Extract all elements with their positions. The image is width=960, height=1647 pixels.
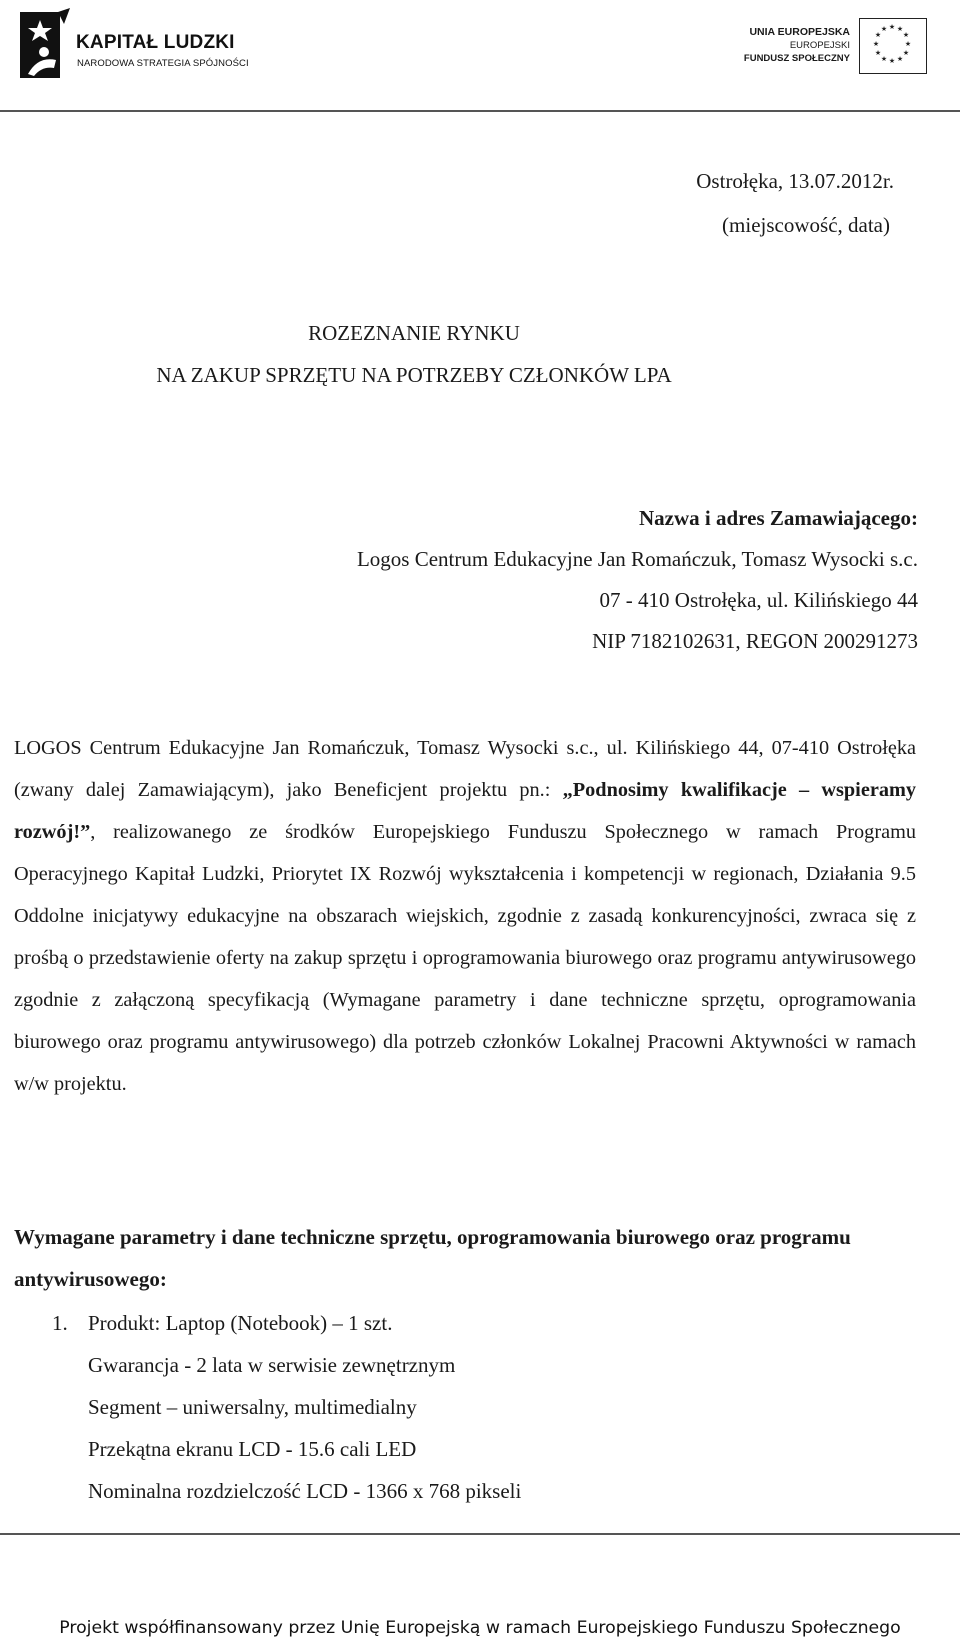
footer-divider: [0, 1533, 960, 1535]
eu-logo-line3: FUNDUSZ SPOŁECZNY: [743, 53, 850, 64]
buyer-heading: Nazwa i adres Zamawiającego:: [639, 506, 918, 530]
place-date-caption: (miejscowość, data): [722, 213, 890, 237]
svg-text:★: ★: [872, 40, 880, 48]
spec-line: Segment – uniwersalny, multimedialny: [88, 1395, 417, 1419]
eu-logo-line1: UNIA EUROPEJSKA: [749, 26, 850, 38]
requirements-heading: Wymagane parametry i dane techniczne sprzętu, oprogramowania biurowego oraz programu antywirusowego:: [14, 1225, 851, 1291]
svg-text:★: ★: [880, 55, 888, 63]
svg-text:★: ★: [904, 40, 912, 48]
spec-item: [52, 1302, 521, 1344]
body-text-part1: LOGOS Centrum Edukacyjne Jan Romańczuk, Tomasz Wysocki s.c., ul. Kilińskiego 44, 07-410 Ostrołęka (zwany dalej Zamawiającym), jako Beneficjent projektu pn.:: [14, 737, 916, 801]
place-date: Ostrołęka, 13.07.2012r.: [696, 169, 894, 193]
spec-line: Nominalna rozdzielczość LCD - 1366 x 768 pikseli: [88, 1479, 522, 1503]
eu-efs-logo: [733, 18, 927, 74]
svg-text:★: ★: [888, 57, 896, 65]
kapital-ludzki-tagline: NARODOWA STRATEGIA SPÓJNOŚCI: [77, 58, 249, 69]
buyer-address: 07 - 410 Ostrołęka, ul. Kilińskiego 44: [599, 588, 918, 612]
buyer-block: [357, 498, 918, 662]
svg-text:★: ★: [896, 25, 904, 33]
svg-text:★: ★: [888, 23, 896, 31]
document-title-line2: NA ZAKUP SPRZĘTU NA POTRZEBY CZŁONKÓW LPA: [156, 363, 672, 387]
header-divider: [0, 110, 960, 112]
eu-logo-text: [744, 26, 850, 65]
eu-logo-line2: EUROPEJSKI: [789, 40, 850, 51]
document-title-line1: ROZEZNANIE RYNKU: [308, 321, 520, 345]
spec-list: [52, 1302, 521, 1512]
svg-text:★: ★: [874, 31, 882, 39]
project-name: „Podnosimy kwalifikacje – wspieramy rozwój!”: [14, 779, 916, 843]
svg-text:★: ★: [902, 49, 910, 57]
svg-text:★: ★: [902, 31, 910, 39]
svg-text:★: ★: [880, 25, 888, 33]
buyer-name: Logos Centrum Edukacyjne Jan Romańczuk, Tomasz Wysocki s.c.: [356, 547, 918, 571]
svg-text:★: ★: [896, 55, 904, 63]
kapital-ludzki-logo: [14, 6, 254, 86]
spec-item-title: Produkt: Laptop (Notebook) – 1 szt.: [88, 1311, 393, 1335]
footer-text: Projekt współfinansowany przez Unię Europejską w ramach Europejskiego Funduszu Społecznego: [59, 1618, 901, 1638]
spec-line: Przekątna ekranu LCD - 15.6 cali LED: [88, 1437, 417, 1461]
buyer-ids: NIP 7182102631, REGON 200291273: [592, 629, 918, 653]
svg-text:★: ★: [874, 49, 882, 57]
body-paragraph: [14, 727, 916, 1105]
body-text-part2: , realizowanego ze środków Europejskiego Funduszu Społecznego w ramach Programu Operacyjnego Kapitał Ludzki, Priorytet IX Rozwój wykształcenia i kompetencji w regionach, Działania 9.5 Oddolne inicjatywy edukacyjne na obszarach wiejskich, zgodnie z zasadą konkurencyjności, zwraca się z prośbą o przedstawienie oferty na zakup sprzętu i oprogramowania biurowego oraz programu antywirusowego zgodnie z załączoną specyfikacją (Wymagane parametry i dane techniczne sprzętu, oprogramowania biurowego oraz programu antywirusowego) dla potrzeb członków Lokalnej Pracowni Aktywności w ramach w/w projektu.: [14, 821, 916, 1095]
eu-flag-icon: [859, 18, 927, 74]
kapital-ludzki-emblem-icon: [14, 8, 70, 82]
spec-line: Gwarancja - 2 lata w serwisie zewnętrznym: [88, 1353, 456, 1377]
spec-item-number: 1.: [52, 1311, 68, 1335]
kapital-ludzki-name: KAPITAŁ LUDZKI: [76, 32, 235, 53]
